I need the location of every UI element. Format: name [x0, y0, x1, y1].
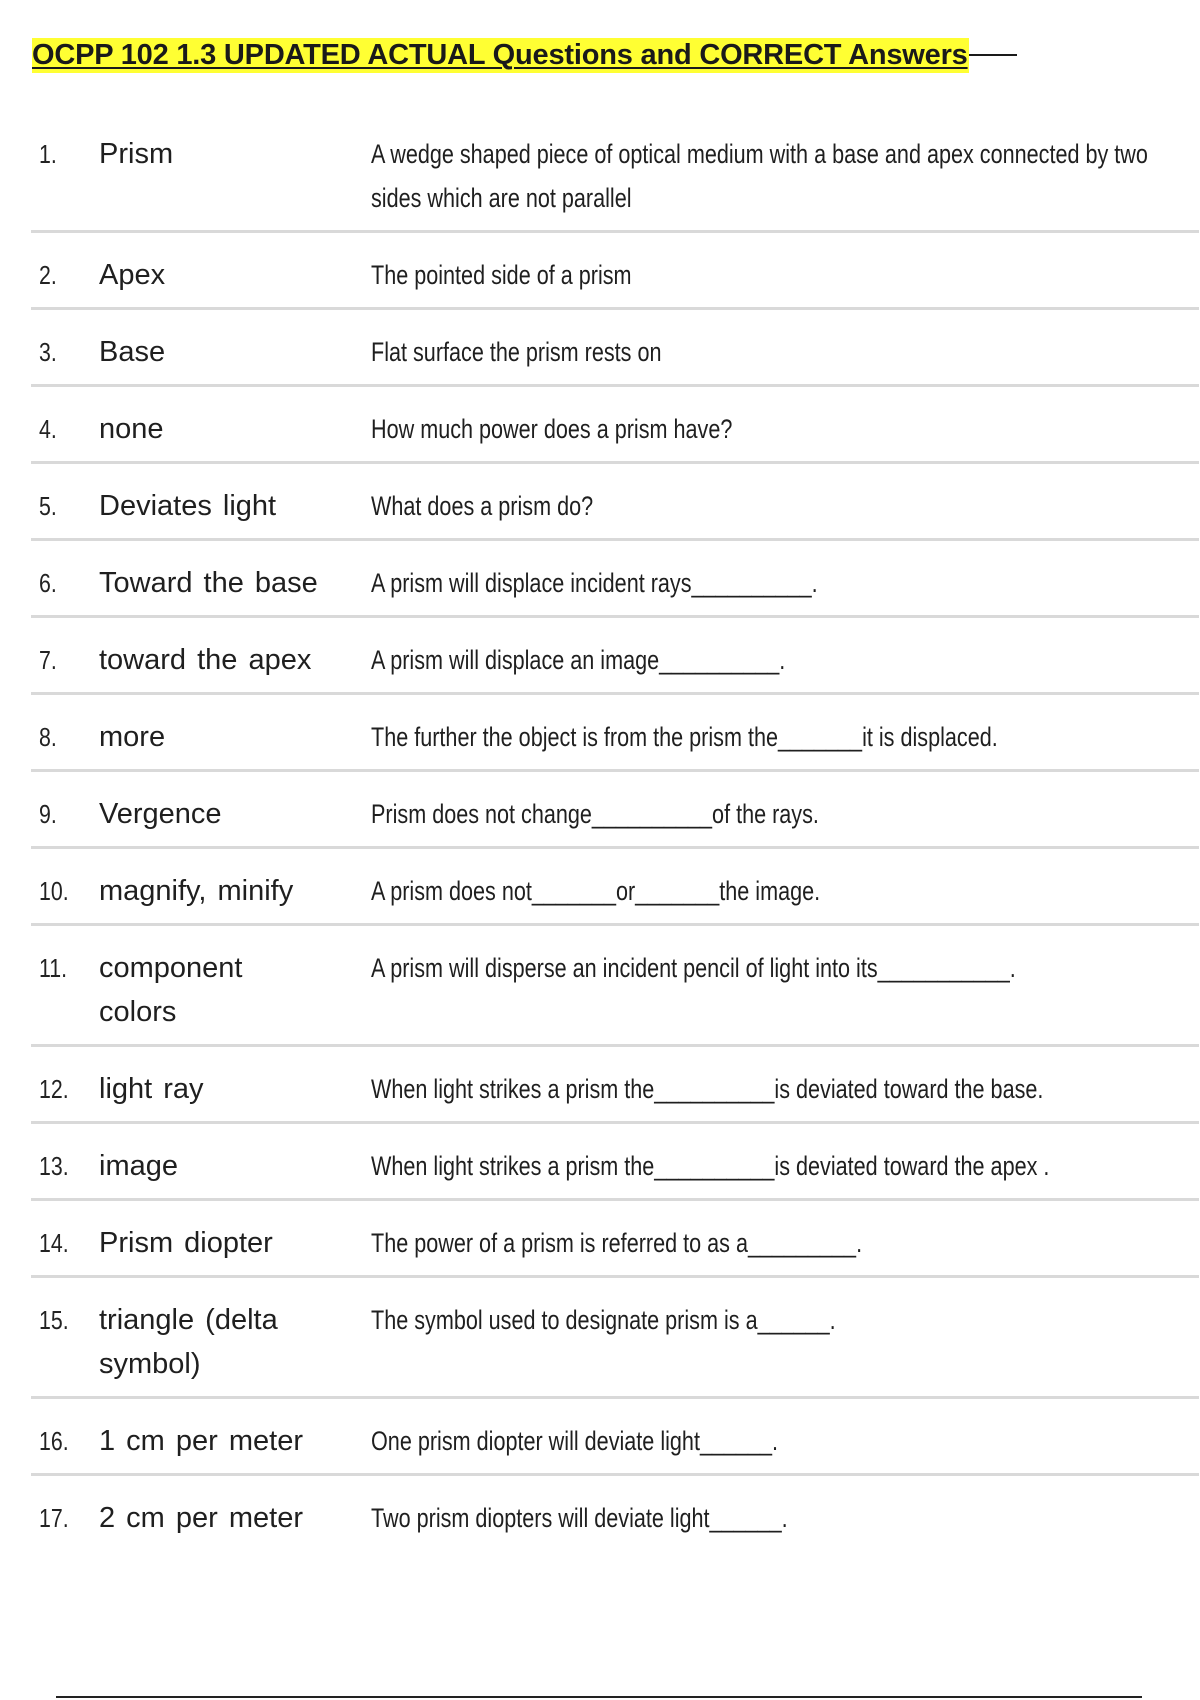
- card-term: more: [99, 721, 166, 753]
- flashcard-row: [31, 695, 1199, 772]
- card-number: 6.: [39, 568, 57, 598]
- card-term: magnify, minify: [99, 875, 294, 907]
- card-term: Toward the base: [99, 567, 318, 599]
- page-header: [32, 38, 1142, 74]
- card-number: 2.: [39, 260, 57, 290]
- card-number: 15.: [39, 1305, 69, 1335]
- card-term: Deviates light: [99, 490, 277, 522]
- card-definition: A prism will disperse an incident pencil of light into its___________.: [371, 953, 1016, 983]
- flashcard-row: [31, 849, 1199, 926]
- flashcard-list: [31, 112, 1199, 1550]
- flashcard-row: [31, 772, 1199, 849]
- flashcard-row: [31, 1047, 1199, 1124]
- card-definition: The pointed side of a prism: [371, 260, 632, 290]
- card-term: light ray: [99, 1073, 204, 1105]
- card-definition: When light strikes a prism the__________is deviated toward the apex .: [371, 1151, 1050, 1181]
- card-definition: The power of a prism is referred to as a_________.: [371, 1228, 863, 1258]
- card-definition: One prism diopter will deviate light______.: [371, 1426, 779, 1456]
- card-definition: A prism will displace incident rays__________.: [371, 568, 818, 598]
- card-term: image: [99, 1150, 178, 1182]
- card-number: 12.: [39, 1074, 69, 1104]
- flashcard-row: [31, 387, 1199, 464]
- card-number: 1.: [39, 139, 57, 169]
- card-definition: A prism does not_______or_______the image.: [371, 876, 821, 906]
- flashcard-row: [31, 1124, 1199, 1201]
- card-number: 17.: [39, 1503, 69, 1533]
- card-term: Apex: [99, 259, 166, 291]
- card-term: Prism diopter: [99, 1227, 273, 1259]
- card-term: Prism: [99, 138, 174, 170]
- card-term: 1 cm per meter: [99, 1425, 303, 1457]
- card-number: 13.: [39, 1151, 69, 1181]
- card-definition: What does a prism do?: [371, 491, 594, 521]
- card-term: component colors: [99, 952, 243, 1028]
- card-term: Base: [99, 336, 166, 368]
- card-number: 11.: [39, 953, 68, 983]
- card-number: 14.: [39, 1228, 69, 1258]
- title-rule: [969, 54, 1017, 56]
- card-definition: The symbol used to designate prism is a______.: [371, 1305, 836, 1335]
- flashcard-row: [31, 618, 1199, 695]
- page-title: OCPP 102 1.3 UPDATED ACTUAL Questions and CORRECT Answers: [32, 39, 968, 71]
- card-definition: Two prism diopters will deviate light______.: [371, 1503, 788, 1533]
- flashcard-row: [31, 1201, 1199, 1278]
- flashcard-row: [31, 310, 1199, 387]
- card-number: 5.: [39, 491, 57, 521]
- card-number: 3.: [39, 337, 57, 367]
- card-number: 8.: [39, 722, 57, 752]
- flashcard-row: [31, 541, 1199, 618]
- flashcard-row: [31, 112, 1199, 233]
- card-definition: Prism does not change__________of the rays.: [371, 799, 819, 829]
- card-definition: The further the object is from the prism the_______it is displaced.: [371, 722, 998, 752]
- flashcard-row: [31, 1278, 1199, 1399]
- card-term: 2 cm per meter: [99, 1502, 303, 1534]
- card-term: none: [99, 413, 164, 445]
- card-definition: When light strikes a prism the__________is deviated toward the base.: [371, 1074, 1044, 1104]
- card-term: triangle (delta symbol): [99, 1304, 278, 1380]
- flashcard-row: [31, 926, 1199, 1047]
- card-number: 10.: [39, 876, 69, 906]
- flashcard-row: [31, 233, 1199, 310]
- card-definition: How much power does a prism have?: [371, 414, 733, 444]
- card-definition: A prism will displace an image__________.: [371, 645, 786, 675]
- card-number: 4.: [39, 414, 57, 444]
- card-definition: Flat surface the prism rests on: [371, 337, 662, 367]
- flashcard-row: [31, 1399, 1199, 1476]
- card-number: 16.: [39, 1426, 69, 1456]
- card-number: 9.: [39, 799, 57, 829]
- card-definition: A wedge shaped piece of optical medium with a base and apex connected by two sides which are not parallel: [371, 139, 1148, 213]
- flashcard-row: [31, 1476, 1199, 1550]
- card-term: toward the apex: [99, 644, 312, 676]
- card-term: Vergence: [99, 798, 222, 830]
- card-number: 7.: [39, 645, 57, 675]
- footer-rule: [56, 1696, 1142, 1698]
- flashcard-row: [31, 464, 1199, 541]
